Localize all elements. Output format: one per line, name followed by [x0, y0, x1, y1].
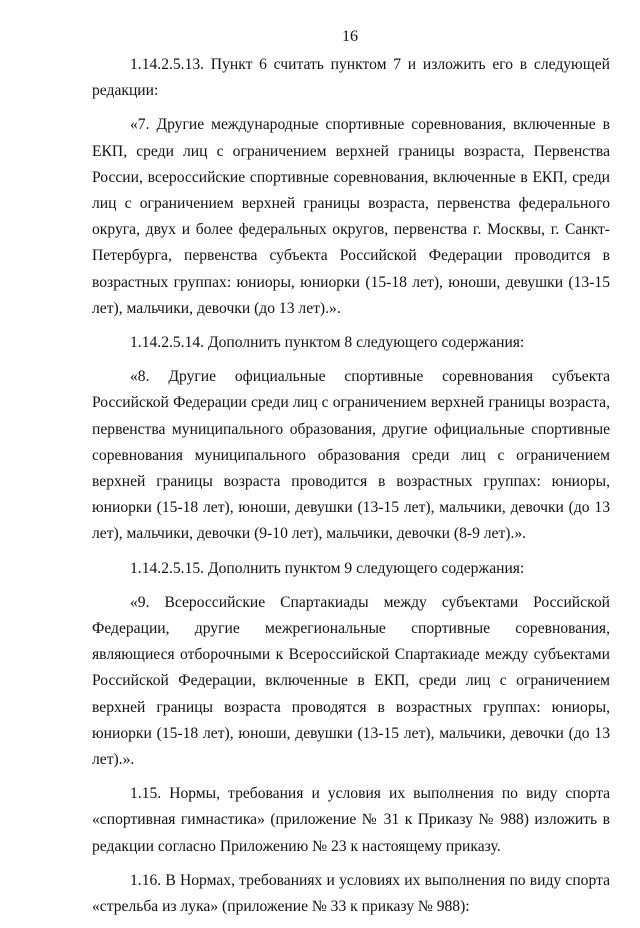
paragraph-item-9: «9. Всероссийские Спартакиады между субъектами Российской Федерации, другие межрегиональные спортивные соревнования, являющиеся отборочными к Всероссийской Спартакиаде между субъектами Российской Федерации, включенные в ЕКП, среди лиц с ограничением верхней границы возраста проводятся в возрастных группах: юниоры, юниорки (15-18 лет), юноши, девушки (13-15 лет), мальчики, девочки (до 13 лет).».: [92, 593, 610, 769]
page-number: 16: [342, 28, 358, 45]
paragraph-1-14-2-5-15: 1.14.2.5.15. Дополнить пунктом 9 следующего содержания:: [130, 559, 525, 577]
paragraph-1-14-2-5-13: 1.14.2.5.13. Пункт 6 считать пунктом 7 и изложить его в следующей редакции:: [92, 56, 610, 100]
paragraph-item-8: «8. Другие официальные спортивные соревнования субъекта Российской Федерации среди лиц с ограничением верхней границы возраста, первенства муниципального образования, другие официальные спортивные соревнования муниципального образования среди лиц с ограничением верхней границы возраста проводится в возрастных группах: юниоры, юниорки (15-18 лет), юноши, девушки (13-15 лет), мальчики, девочки (до 13 лет), мальчики, девочки (9-10 лет), мальчики, девочки (8-9 лет).».: [92, 368, 610, 543]
paragraph-1-16: 1.16. В Нормах, требованиях и условиях их выполнения по виду спорта «стрельба из лука» (приложение № 33 к приказу № 988):: [92, 871, 610, 916]
paragraph-1-15: 1.15. Нормы, требования и условия их выполнения по виду спорта «спортивная гимнастика» (приложение № 31 к Приказу № 988) изложить в редакции согласно Приложению № 23 к настоящему приказу.: [92, 785, 610, 855]
paragraph-1-14-2-5-14: 1.14.2.5.14. Дополнить пунктом 8 следующего содержания:: [130, 334, 525, 352]
document-body: [92, 52, 610, 928]
paragraph-item-7: «7. Другие международные спортивные соревнования, включенные в ЕКП, среди лиц с ограничением верхней границы возраста, Первенства России, всероссийские спортивные соревнования, включенные в ЕКП, среди лиц с ограничением верхней границы возраста, первенства федерального округа, двух и более федеральных округов, первенства г. Москвы, г. Санкт-Петербурга, первенства субъекта Российской Федерации проводится в возрастных группах: юниоры, юниорки (15-18 лет), юноши, девушки (13-15 лет), мальчики, девочки (до 13 лет).».: [92, 116, 610, 317]
